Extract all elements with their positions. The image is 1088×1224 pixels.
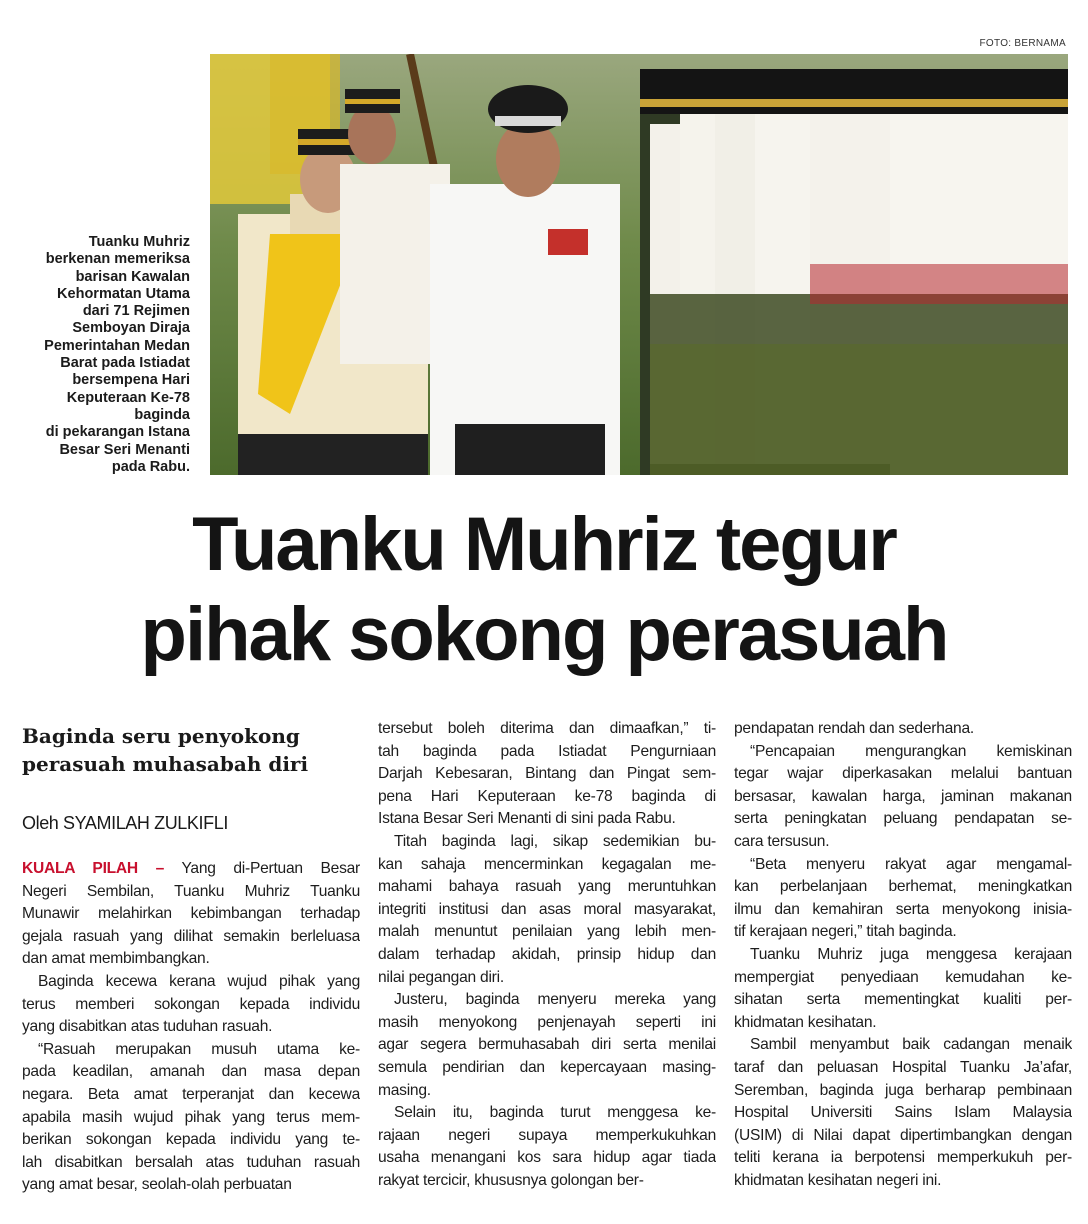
article-line: agar segera bermuhasabah diri serta menilai (378, 1036, 716, 1054)
article-line: mempergiat penyediaan kemudahan ke- (734, 968, 1072, 986)
article-line: integriti institusi dan asas moral masyarakat, (378, 900, 716, 918)
subheadline-line: Baginda seru penyokong (22, 724, 300, 748)
article-line: pena Hari Keputeraan ke-78 baginda di (378, 787, 716, 805)
article-line: rajaan negeri supaya memperkukuhkan (378, 1126, 716, 1144)
article-line: Seremban, baginda juga berharap pembinaan (734, 1081, 1072, 1099)
article-line: khidmatan kesihatan. (734, 1013, 877, 1031)
photo-credit: FOTO: BERNAMA (979, 38, 1066, 49)
caption-line: Besar Seri Menanti (59, 441, 190, 458)
byline: Oleh SYAMILAH ZULKIFLI (22, 813, 228, 833)
article-line: pendapatan rendah dan sederhana. (734, 720, 974, 737)
article-line: usaha menangani kos sara hidup agar tiada (378, 1149, 716, 1167)
article-line (22, 858, 360, 881)
article-line: tegar wajar diperkasakan melalui bantuan (734, 765, 1072, 783)
article-line: negara. Beta amat terperanjat dan kecewa (22, 1085, 360, 1103)
headline (0, 500, 1088, 680)
news-photo (210, 54, 1068, 475)
article-line: dan amat membimbangkan. (22, 950, 210, 968)
article-line: sihatan serta mementingkat kualiti per- (734, 991, 1072, 1009)
article-line: ilmu dan kemahiran serta menyokong inisia- (734, 900, 1072, 918)
article-line: Hospital Universiti Sains Islam Malaysia (734, 1104, 1072, 1122)
article-line: terus memberi sokongan kepada individu (22, 995, 360, 1013)
article-line: bersasar, kawalan harga, jaminan makanan (734, 787, 1072, 805)
caption-line: Semboyan Diraja (72, 320, 190, 337)
article-line: yang disabitkan atas tuduhan rasuah. (22, 1018, 273, 1036)
article-line: Munawir melahirkan kebimbangan terhadap (22, 905, 360, 923)
article-line: mahami bahaya rasuah yang meruntuhkan (378, 878, 716, 896)
article-line: apabila masih wujud pihak yang terus mem- (22, 1108, 360, 1126)
article-line: serta peningkatan peluang pendapatan se- (734, 810, 1072, 828)
article-line: malah menuntut penilaian yang lebih men- (378, 923, 716, 941)
article-line: Selain itu, baginda turut menggesa ke- (394, 1104, 716, 1122)
article-line: lah disabitkan bersalah atas tuduhan rasuah (22, 1153, 360, 1171)
subheadline (22, 722, 362, 778)
article-line: masih menyokong penjenayah seperti ini (378, 1013, 716, 1031)
caption-line: pada Rabu. (111, 458, 190, 475)
article-line: tersebut boleh diterima dan dimaafkan,” ti- (378, 720, 716, 737)
article-line: kan perbelanjaan berhemat, meningkatkan (734, 878, 1072, 896)
article-line: pada keadilan, amanah dan masa depan (22, 1063, 360, 1081)
article-line: “Rasuah merupakan musuh utama ke- (38, 1040, 360, 1058)
article-line: Justeru, baginda menyeru mereka yang (394, 991, 716, 1009)
caption-line: Pemerintahan Medan (44, 337, 190, 354)
article-line: kan sahaja mencerminkan kegagalan me- (378, 855, 716, 873)
article-line: teliti kerana ia berpotensi memperkukuh per- (734, 1149, 1072, 1167)
article-line: rakyat tercicir, khususnya golongan ber- (378, 1171, 644, 1189)
dateline: KUALA PILAH – (22, 860, 165, 877)
article-line: taraf dan peluasan Hospital Tuanku Ja’afar, (734, 1058, 1072, 1076)
article-line: Darjah Kebesaran, Bintang dan Pingat sem- (378, 765, 716, 783)
caption-line: bersempena Hari (72, 372, 190, 389)
photo-caption (30, 234, 190, 476)
caption-line: baginda (134, 406, 190, 423)
caption-line: Kehormatan Utama (57, 285, 190, 302)
article-column-1 (22, 858, 360, 1197)
headline-line: Tuanku Muhriz tegur (192, 502, 896, 587)
article-line: Tuanku Muhriz juga menggesa kerajaan (750, 945, 1072, 963)
caption-line: di pekarangan Istana (45, 424, 190, 441)
subheadline-line: perasuah muhasabah diri (22, 752, 309, 776)
article-line: gejala rasuah yang dilihat semakin berleluasa (22, 927, 360, 945)
article-text: Yang di-Pertuan Besar (164, 860, 360, 877)
article-line: masing. (378, 1081, 431, 1099)
article-line: tif kerajaan negeri,” titah baginda. (734, 923, 957, 941)
article-line: “Beta menyeru rakyat agar mengamal- (750, 855, 1072, 873)
article-line: dalam terhadap akidah, prinsip hidup dan (378, 945, 716, 963)
article-line: “Pencapaian mengurangkan kemiskinan (750, 742, 1072, 760)
article-line: berikan sokongan kepada individu yang te- (22, 1131, 360, 1149)
caption-line: dari 71 Rejimen (82, 303, 190, 320)
article-line: Sambil menyambut baik cadangan menaik (750, 1036, 1072, 1054)
article-line: (USIM) di Nilai dapat dipertimbangkan dengan (734, 1126, 1072, 1144)
article-line: cara tersusun. (734, 832, 830, 850)
article-line: Negeri Sembilan, Tuanku Muhriz Tuanku (22, 882, 360, 900)
article-line: yang amat besar, seolah-olah perbuatan (22, 1176, 292, 1194)
article-line: tah baginda pada Istiadat Pengurniaan (378, 742, 716, 760)
caption-line: Barat pada Istiadat (60, 355, 190, 372)
article-line: semula pendirian dan kepercayaan masing- (378, 1058, 716, 1076)
headline-line: pihak sokong perasuah (140, 592, 948, 677)
article-line: Titah baginda lagi, sikap sedemikian bu- (394, 832, 716, 850)
article-line: nilai pegangan diri. (378, 968, 504, 986)
article-line: Baginda kecewa kerana wujud pihak yang (38, 972, 360, 990)
article-line: Istana Besar Seri Menanti di sini pada Rabu. (378, 810, 676, 828)
caption-line: berkenan memeriksa (45, 251, 190, 268)
caption-line: Tuanku Muhriz (88, 234, 190, 250)
article-column-3 (734, 718, 1072, 1192)
caption-line: Keputeraan Ke-78 (66, 389, 190, 406)
article-column-2 (378, 718, 716, 1192)
article-line: khidmatan kesihatan negeri ini. (734, 1171, 942, 1189)
caption-line: barisan Kawalan (75, 268, 190, 285)
